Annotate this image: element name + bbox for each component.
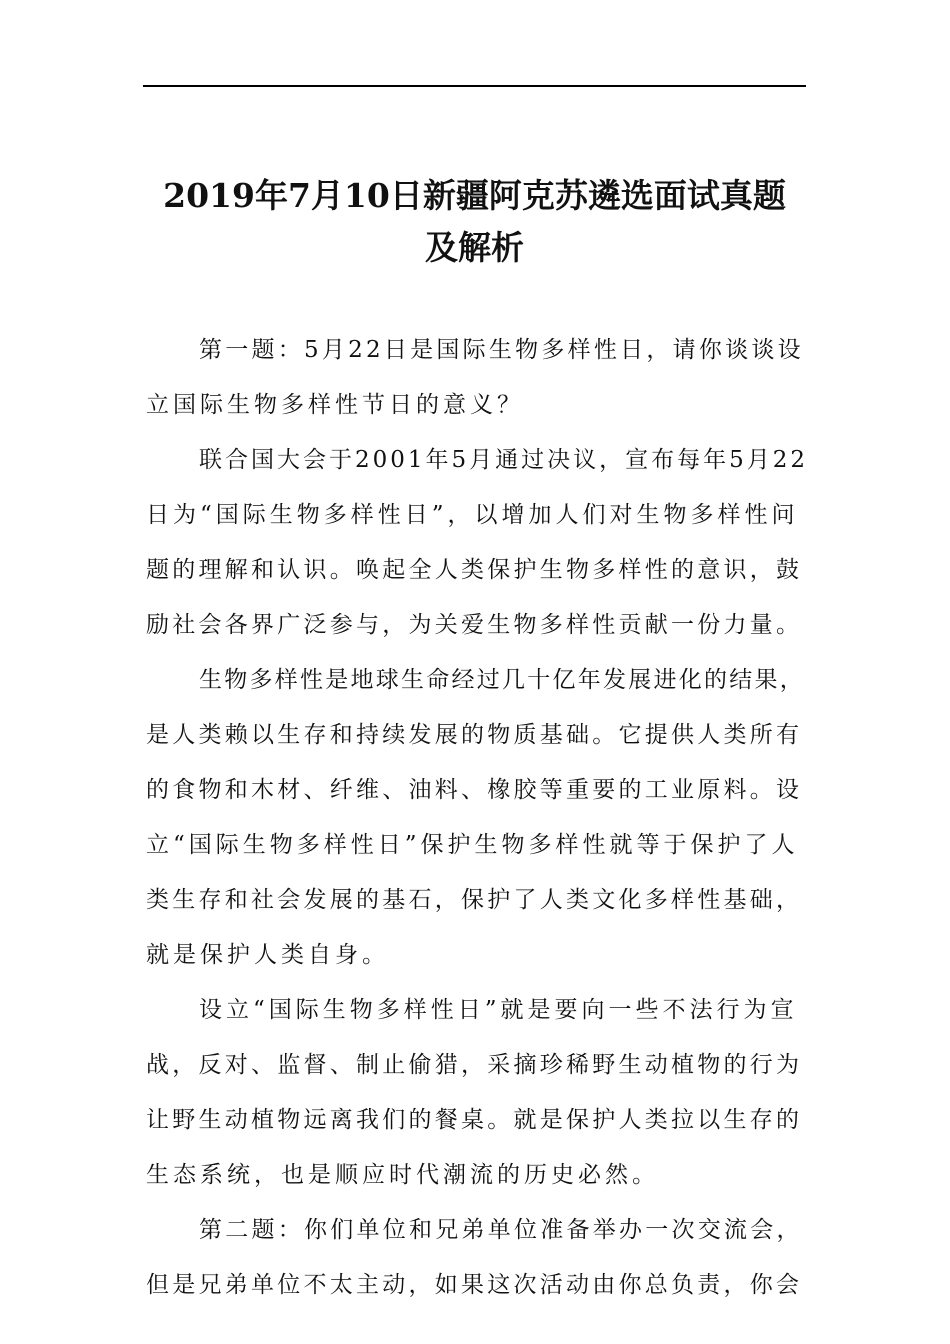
body-line: 类生存和社会发展的基石，保护了人类文化多样性基础， xyxy=(146,887,803,913)
document-title xyxy=(143,170,806,274)
header-rule xyxy=(143,85,806,87)
body-line: 是人类赖以生存和持续发展的物质基础。它提供人类所有 xyxy=(146,722,803,748)
body-line: 日为“国际生物多样性日”，以增加人们对生物多样性问 xyxy=(146,502,799,528)
body-line: 第一题：5月22日是国际生物多样性日，请你谈谈设 xyxy=(199,337,804,363)
body-line: 第二题：你们单位和兄弟单位准备举办一次交流会， xyxy=(199,1217,803,1243)
body-line: 生物多样性是地球生命经过几十亿年发展进化的结果， xyxy=(199,667,805,693)
title-line-2: 及解析 xyxy=(425,228,524,267)
body-line: 联合国大会于2001年5月通过决议，宣布每年5月22 xyxy=(199,447,809,473)
body-line: 立国际生物多样性节日的意义？ xyxy=(146,392,524,418)
body-line: 设立“国际生物多样性日”就是要向一些不法行为宣 xyxy=(199,997,798,1023)
body-line: 但是兄弟单位不太主动，如果这次活动由你总负责，你会 xyxy=(146,1272,803,1298)
document-body xyxy=(146,330,808,1320)
body-line: 生态系统，也是顺应时代潮流的历史必然。 xyxy=(146,1162,659,1188)
body-line: 立“国际生物多样性日”保护生物多样性就等于保护了人 xyxy=(146,832,799,858)
body-line: 就是保护人类自身。 xyxy=(146,942,389,968)
body-line: 战，反对、监督、制止偷猎，采摘珍稀野生动植物的行为 xyxy=(146,1052,803,1078)
body-line: 的食物和木材、纤维、油料、橡胶等重要的工业原料。设 xyxy=(146,777,803,803)
body-line: 题的理解和认识。唤起全人类保护生物多样性的意识，鼓 xyxy=(146,557,803,583)
title-line-1: 2019年7月10日新疆阿克苏遴选面试真题 xyxy=(163,176,786,215)
body-line: 励社会各界广泛参与，为关爱生物多样性贡献一份力量。 xyxy=(146,612,803,638)
body-line: 让野生动植物远离我们的餐桌。就是保护人类拉以生存的 xyxy=(146,1107,803,1133)
